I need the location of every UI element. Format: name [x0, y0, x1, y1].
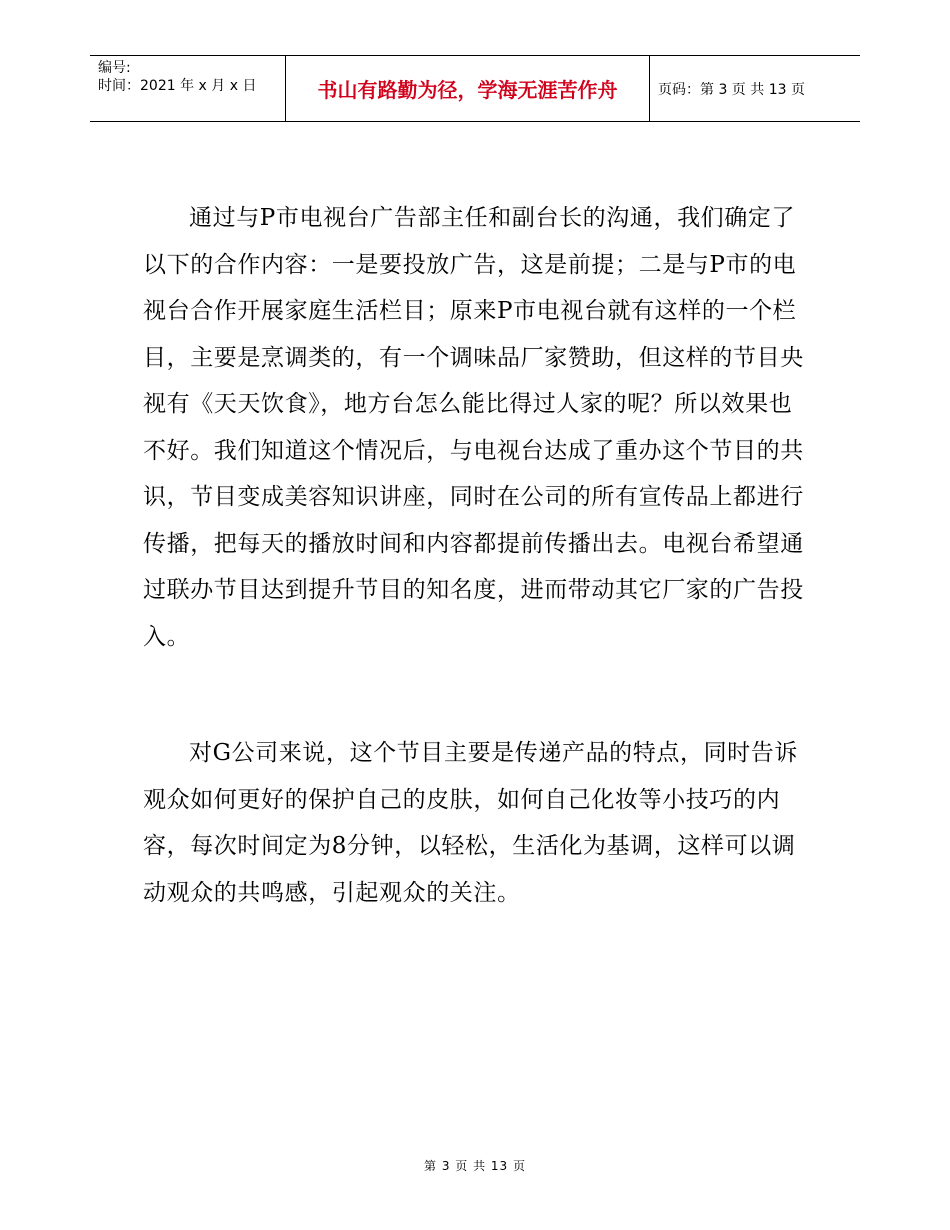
paragraph-spacer [143, 660, 815, 730]
document-number-label: 编号: [98, 60, 131, 76]
document-body [143, 195, 815, 916]
header-meta [90, 56, 286, 121]
document-time-label: 时间：2021 年 x 月 x 日 [98, 78, 257, 94]
body-paragraph-1: 通过与P市电视台广告部主任和副台长的沟通，我们确定了以下的合作内容：一是要投放广告，这是前提；二是与P市的电视台合作开展家庭生活栏目；原来P市电视台就有这样的一个栏目，主要是烹调类的，有一个调味品厂家赞助，但这样的节目央视有《天天饮食》，地方台怎么能比得过人家的呢？所以效果也不好。我们知道这个情况后，与电视台达成了重办这个节目的共识，节目变成美容知识讲座，同时在公司的所有宣传品上都进行传播，把每天的播放时间和内容都提前传播出去。电视台希望通过联办节目达到提升节目的知名度，进而带动其它厂家的广告投入。 [143, 205, 804, 650]
page-header [90, 55, 860, 122]
page-footer: 第 3 页 共 13 页 [424, 1159, 526, 1173]
header-page-info: 页码：第 3 页 共 13 页 [658, 81, 805, 98]
body-paragraph-2: 对G公司来说，这个节目主要是传递产品的特点，同时告诉观众如何更好的保护自己的皮肤，如何自己化妆等小技巧的内容，每次时间定为8分钟，以轻松，生活化为基调，这样可以调动观众的共鸣感，引起观众的关注。 [143, 740, 798, 906]
header-motto: 书山有路勤为径，学海无涯苦作舟 [286, 56, 650, 121]
